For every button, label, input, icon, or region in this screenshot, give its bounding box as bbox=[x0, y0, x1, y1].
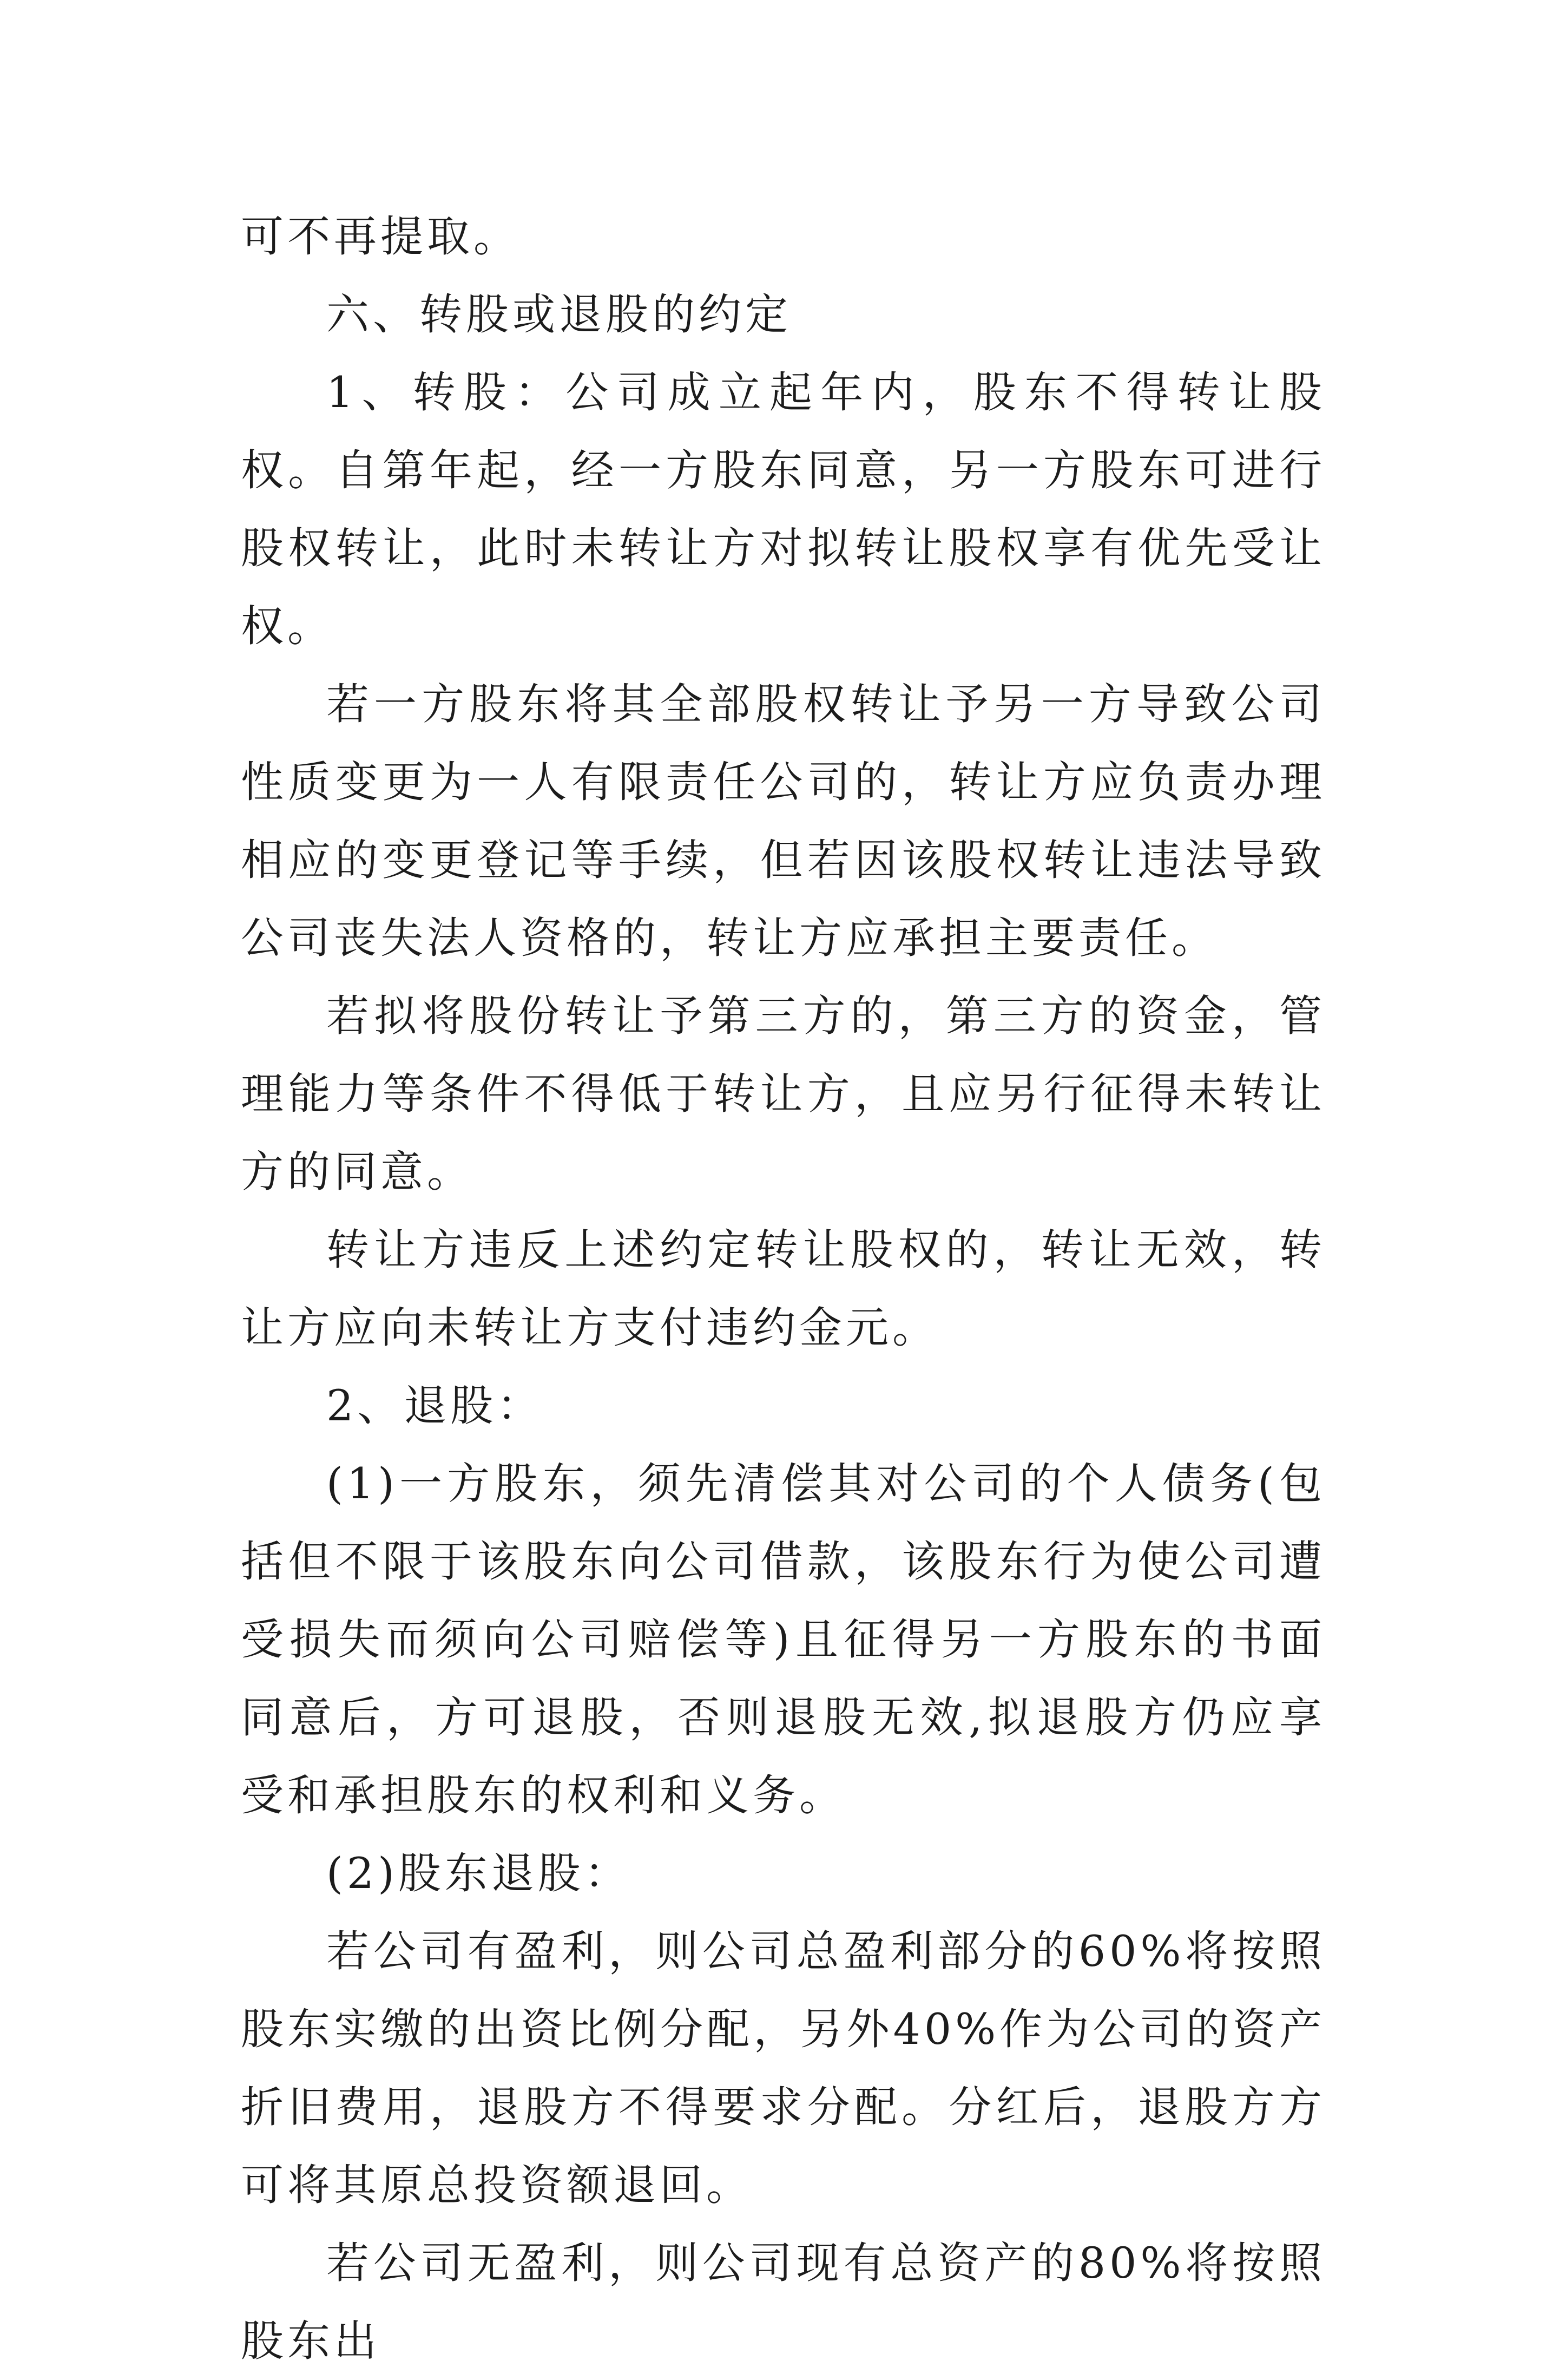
subsection-heading: 2、退股： bbox=[326, 1381, 544, 1431]
paragraph: 若公司有盈利，则公司总盈利部分的60%将按照股东实缴的出资比例分配，另外40%作为公司的资产折旧费用，退股方不得要求分配。分红后，退股方方可将其原总投资额退回。 bbox=[241, 1926, 1326, 2210]
paragraph: 若拟将股份转让予第三方的，第三方的资金，管理能力等条件不得低于转让方，且应另行征得未转让方的同意。 bbox=[241, 991, 1326, 1197]
paragraph: (1)一方股东，须先清偿其对公司的个人债务(包括但不限于该股东向公司借款，该股东行为使公司遭受损失而须向公司赔偿等)且征得另一方股东的书面同意后，方可退股，否则退股无效,拟退股方仍应享受和承担股东的权利和义务。 bbox=[241, 1459, 1326, 1820]
paragraph: 转让方违反上述约定转让股权的，转让无效，转让方应向未转让方支付违约金元。 bbox=[241, 1225, 1326, 1353]
paragraph: 若公司无盈利，则公司现有总资产的80%将按照股东出 bbox=[241, 2238, 1326, 2366]
section-heading: 六、转股或退股的约定 bbox=[326, 290, 792, 339]
paragraph: 若一方股东将其全部股权转让予另一方导致公司性质变更为一人有限责任公司的，转让方应负责办理相应的变更登记等手续，但若因该股权转让违法导致公司丧失法人资格的，转让方应承担主要责任。 bbox=[241, 679, 1326, 963]
paragraph: 1、转股：公司成立起年内，股东不得转让股权。自第年起，经一方股东同意，另一方股东可进行股权转让，此时未转让方对拟转让股权享有优先受让权。 bbox=[241, 368, 1326, 651]
subsection-heading: (2)股东退股： bbox=[326, 1848, 631, 1898]
paragraph: 可不再提取。 bbox=[241, 212, 520, 261]
document-body bbox=[241, 198, 1326, 2380]
